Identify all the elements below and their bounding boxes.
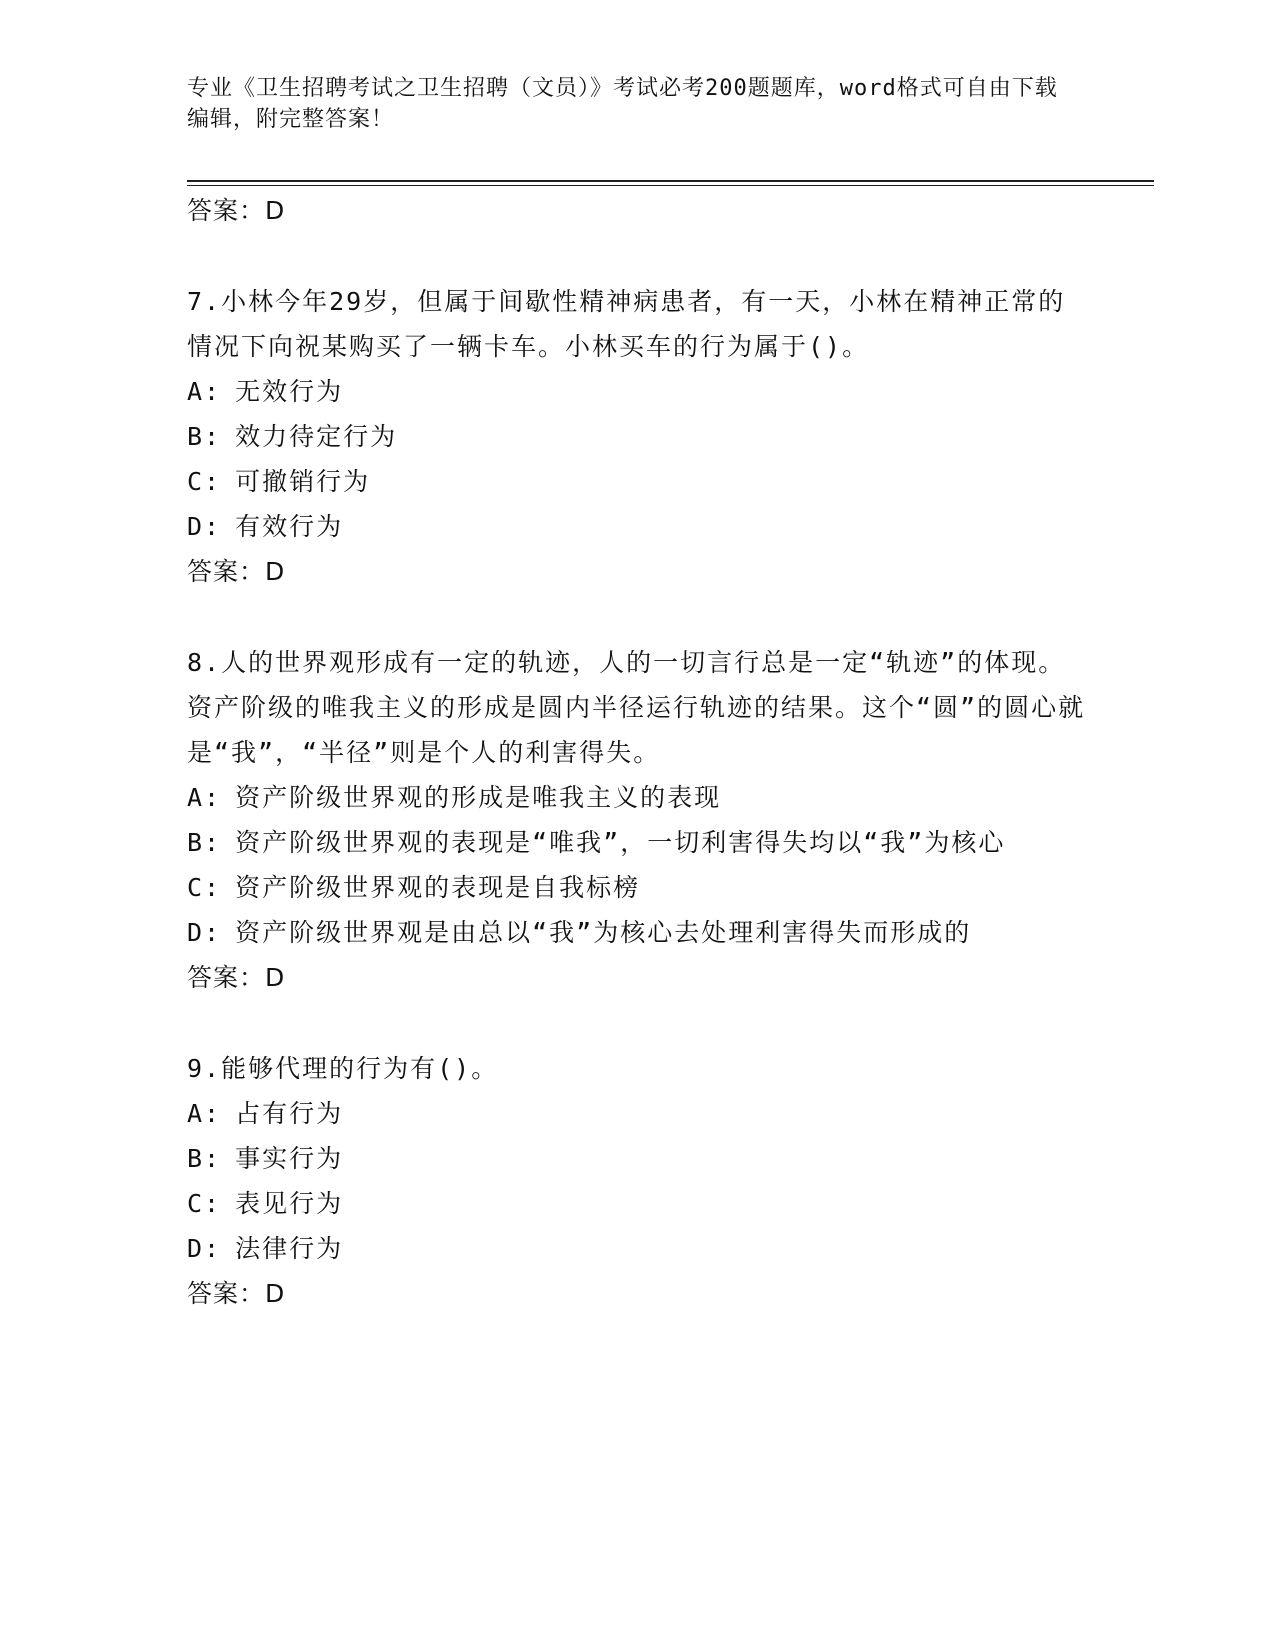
option-key: D: xyxy=(187,918,222,947)
option-text: 占有行为 xyxy=(235,1099,344,1128)
option-b xyxy=(187,414,1087,459)
option-text: 有效行为 xyxy=(235,512,344,541)
option-d xyxy=(187,1226,1087,1271)
answer-value: D xyxy=(265,963,286,992)
option-key: C: xyxy=(187,1189,222,1218)
option-c xyxy=(187,1181,1087,1226)
answer-label: 答案： xyxy=(187,1279,266,1308)
option-text: 资产阶级世界观的表现是“唯我”，一切利害得失均以“我”为核心 xyxy=(235,828,1006,857)
option-text: 可撤销行为 xyxy=(235,467,371,496)
option-text: 资产阶级世界观的表现是自我标榜 xyxy=(235,873,641,902)
answer-label: 答案： xyxy=(187,963,266,992)
question-answer xyxy=(187,955,1087,1000)
question-answer xyxy=(187,1271,1087,1316)
option-a xyxy=(187,369,1087,414)
answer-value: D xyxy=(265,196,286,225)
option-a xyxy=(187,1091,1087,1136)
answer-value: D xyxy=(265,1279,286,1308)
page-header: 专业《卫生招聘考试之卫生招聘（文员）》考试必考200题题库，word格式可自由下载编辑，附完整答案！ xyxy=(187,76,1058,132)
leading-answer xyxy=(187,188,1087,233)
option-key: B: xyxy=(187,828,222,857)
question-stem: 7.小林今年29岁，但属于间歇性精神病患者，有一天，小林在精神正常的情况下向祝某购买了一辆卡车。小林买车的行为属于()。 xyxy=(187,287,1066,361)
option-key: B: xyxy=(187,1144,222,1173)
option-key: C: xyxy=(187,467,222,496)
option-key: D: xyxy=(187,512,222,541)
option-c xyxy=(187,459,1087,504)
option-key: B: xyxy=(187,422,222,451)
option-text: 法律行为 xyxy=(235,1234,344,1263)
option-text: 事实行为 xyxy=(235,1144,344,1173)
answer-label: 答案： xyxy=(187,557,266,586)
question-8 xyxy=(187,640,1087,1000)
option-text: 表见行为 xyxy=(235,1189,344,1218)
option-d xyxy=(187,504,1087,549)
option-b xyxy=(187,820,1087,865)
header-divider-thin xyxy=(187,185,1154,186)
option-key: A: xyxy=(187,1099,222,1128)
question-9 xyxy=(187,1046,1087,1316)
question-answer xyxy=(187,549,1087,594)
option-text: 资产阶级世界观是由总以“我”为核心去处理利害得失而形成的 xyxy=(235,918,972,947)
header-divider xyxy=(187,180,1154,182)
question-stem: 9.能够代理的行为有()。 xyxy=(187,1054,499,1083)
question-7 xyxy=(187,279,1087,594)
option-a xyxy=(187,775,1087,820)
option-key: A: xyxy=(187,377,222,406)
option-d xyxy=(187,910,1087,955)
question-list xyxy=(187,188,1087,1316)
option-key: A: xyxy=(187,783,222,812)
option-text: 资产阶级世界观的形成是唯我主义的表现 xyxy=(235,783,722,812)
option-b xyxy=(187,1136,1087,1181)
option-key: C: xyxy=(187,873,222,902)
question-stem: 8.人的世界观形成有一定的轨迹，人的一切言行总是一定“轨迹”的体现。资产阶级的唯我主义的形成是圆内半径运行轨迹的结果。这个“圆”的圆心就是“我”，“半径”则是个人的利害得失。 xyxy=(187,648,1086,767)
option-c xyxy=(187,865,1087,910)
answer-label: 答案： xyxy=(187,196,266,225)
option-key: D: xyxy=(187,1234,222,1263)
option-text: 效力待定行为 xyxy=(235,422,398,451)
answer-value: D xyxy=(265,557,286,586)
option-text: 无效行为 xyxy=(235,377,344,406)
